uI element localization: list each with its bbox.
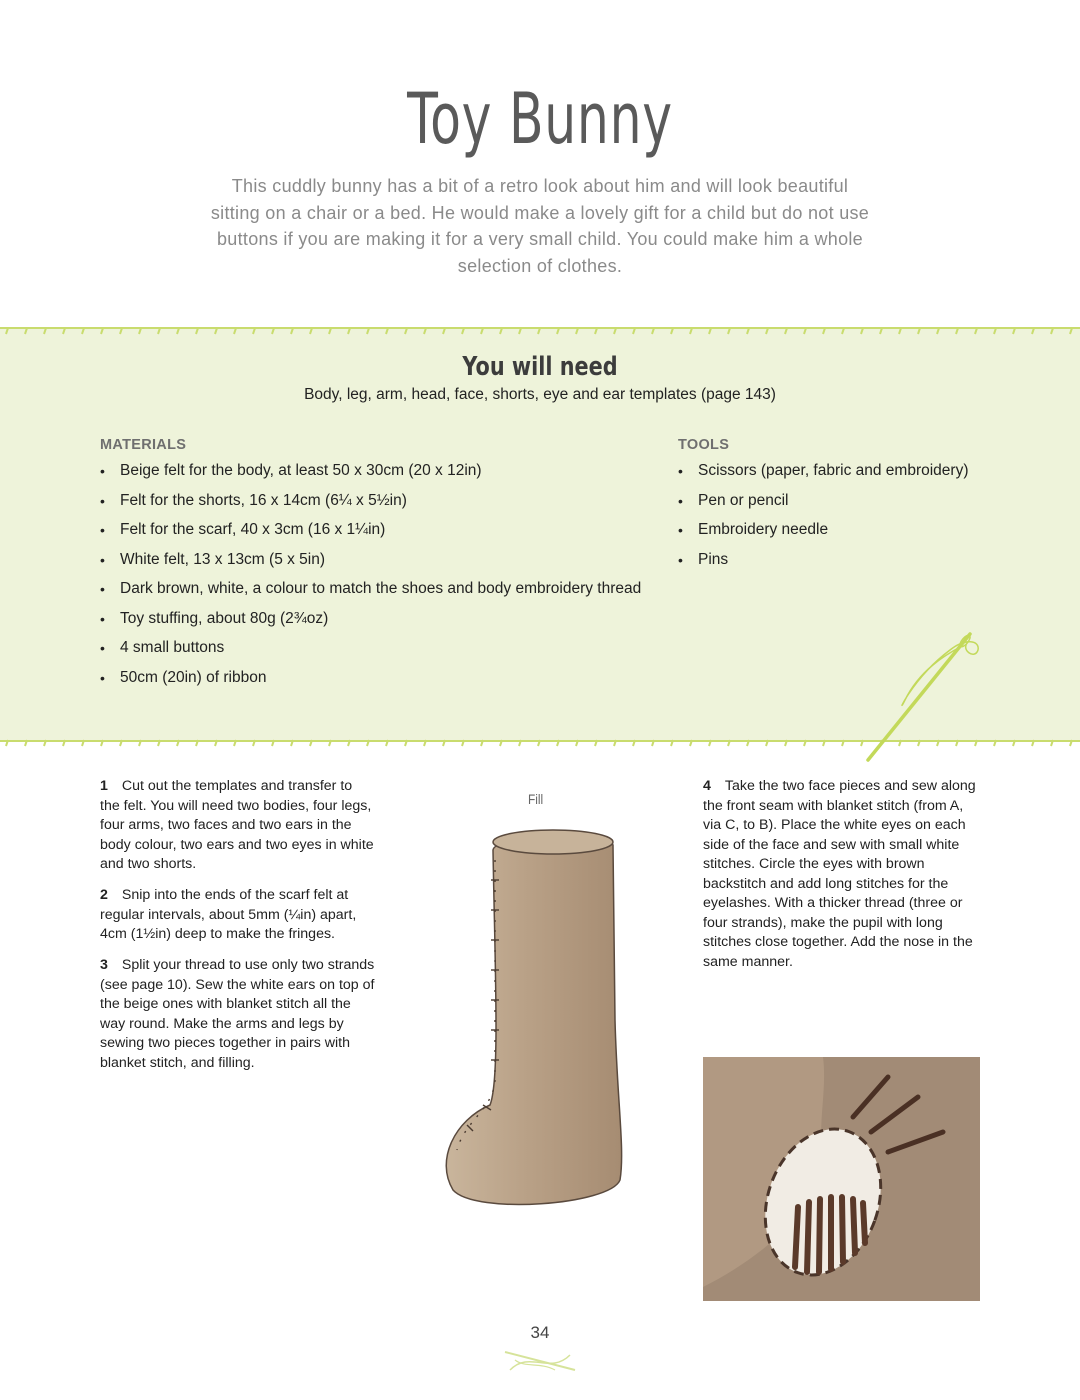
- material-item: • 50cm (20in) of ribbon: [100, 668, 680, 698]
- materials-list: [100, 461, 680, 697]
- fill-label: Fill: [528, 791, 544, 807]
- templates-note: Body, leg, arm, head, face, shorts, eye and ear templates (page 143): [304, 386, 776, 403]
- needle-thread-icon: [850, 620, 990, 770]
- step-2: [100, 886, 375, 945]
- you-will-need-heading: You will need: [462, 352, 618, 382]
- materials-heading: MATERIALS: [100, 437, 187, 453]
- tool-item: • Pen or pencil: [678, 491, 1008, 521]
- material-item: • Felt for the scarf, 40 x 3cm (16 x 1¼in): [100, 520, 680, 550]
- eye-embroidery-photo: [703, 1057, 980, 1301]
- step-4: [703, 777, 981, 972]
- tools-list: [678, 461, 1008, 579]
- tool-item: • Embroidery needle: [678, 520, 1008, 550]
- tool-item: • Scissors (paper, fabric and embroidery): [678, 461, 1008, 491]
- step-text: Split your thread to use only two strands (see page 10). Sew the white ears on top of the beige ones with blanket stitch all the way round. Make the arms and legs by sewing two pieces together in pairs with blanket stitch, and filling.: [100, 957, 375, 1071]
- material-item: • Beige felt for the body, at least 50 x 30cm (20 x 12in): [100, 461, 680, 491]
- material-item: • White felt, 13 x 13cm (5 x 5in): [100, 550, 680, 580]
- step-number: 3: [100, 957, 108, 973]
- step-text: Take the two face pieces and sew along the front seam with blanket stitch (from A, via C, to B). Place the white eyes on each side of the face and sew with small white stitches. Circle the eyes with brown backstitch and add long stitches for the eyelashes. With a thicker thread (three or four strands), make the pupil with long stitches close together. Add the nose in the same manner.: [703, 778, 976, 970]
- needle-ornament-icon: [500, 1340, 580, 1380]
- tool-item: • Pins: [678, 550, 1008, 580]
- material-item: • Toy stuffing, about 80g (2¾oz): [100, 609, 680, 639]
- material-item: • Dark brown, white, a colour to match the shoes and body embroidery thread: [100, 579, 680, 609]
- step-1: [100, 777, 375, 875]
- page-title: Toy Bunny: [407, 78, 673, 160]
- step-text: Snip into the ends of the scarf felt at regular intervals, about 5mm (¼in) apart, 4cm (1½in) deep to make the fringes.: [100, 887, 357, 942]
- step-number: 4: [703, 778, 711, 794]
- material-item: • Felt for the shorts, 16 x 14cm (6¼ x 5½in): [100, 491, 680, 521]
- tools-heading: TOOLS: [678, 437, 730, 453]
- step-number: 2: [100, 887, 108, 903]
- leg-illustration: [435, 820, 635, 1215]
- step-number: 1: [100, 778, 108, 794]
- material-item: • 4 small buttons: [100, 638, 680, 668]
- intro-paragraph: This cuddly bunny has a bit of a retro look about him and will look beautiful sitting on a chair or a bed. He would make a lovely gift for a child but do not use buttons if you are making it for a very small child. You could make him a whole selection of clothes.: [210, 176, 870, 276]
- eye-embroidery-image: [703, 1057, 980, 1301]
- page-number: 34: [530, 1323, 550, 1342]
- step-3: [100, 956, 375, 1073]
- top-stitch-border: [0, 325, 1080, 335]
- step-text: Cut out the templates and transfer to the felt. You will need two bodies, four legs, four arms, two faces and two ears in the body colour, two ears and two eyes in white and two shorts.: [100, 778, 374, 872]
